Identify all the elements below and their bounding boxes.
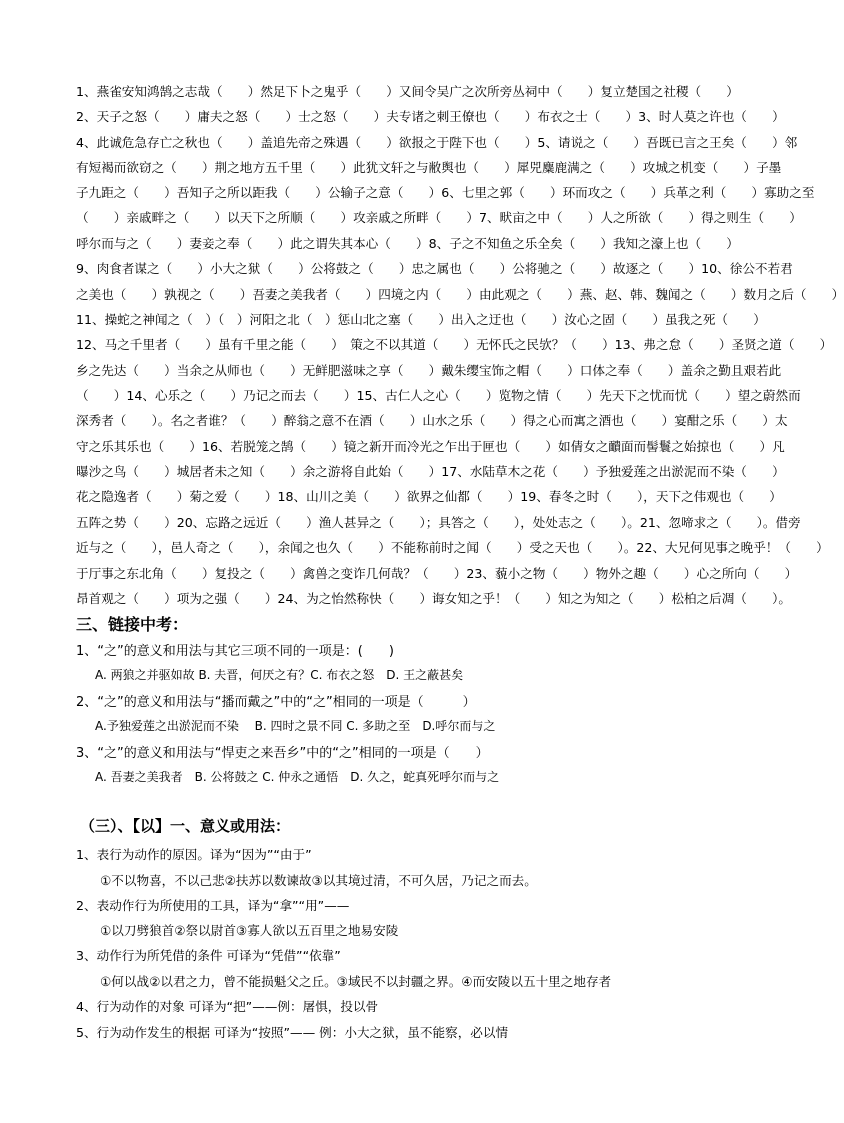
usage-item-example: ①以刀劈狼首②祭以尉首③寡人欲以五百里之地易安陵 xyxy=(100,923,399,938)
usage-item-title: 3、动作行为所凭借的条件 可译为“凭借”“依靠” xyxy=(76,948,341,963)
exercise-line: 之美也（ ）孰视之（ ）吾妻之美我者（ ）四境之内（ ）由此观之（ ）燕、赵、韩、魏闻之（ ）数月之后（ ） xyxy=(76,287,844,302)
exercise-line: （ ）亲戚畔之（ ）以天下之所顺（ ）攻亲戚之所畔（ ）7、畎亩之中（ ）人之所欲（ ）得之则生（ ） xyxy=(76,210,802,225)
usage-item-title: 5、行为动作发生的根据 可译为“按照”—— 例：小大之狱，虽不能察，必以情 xyxy=(76,1025,509,1040)
usage-item-title: 4、行为动作的对象 可译为“把”——例：屠惧，投以骨 xyxy=(76,999,379,1014)
exercise-line: 1、燕雀安知鸿鹄之志哉（ ）然足下卜之鬼乎（ ）又间令吴广之次所旁丛祠中（ ）复立楚国之社稷（ ） xyxy=(76,84,739,99)
question-options: A. 两狼之并驱如故 B. 夫晋，何厌之有？C. 布衣之怒 D. 王之蔽甚矣 xyxy=(95,668,464,682)
exercise-line: 深秀者（ ）。名之者谁？（ ）醉翁之意不在酒（ ）山水之乐（ ）得之心而寓之酒也（ ）宴酣之乐（ ）太 xyxy=(76,413,788,428)
exercise-line: 9、肉食者谋之（ ）小大之狱（ ）公将鼓之（ ）忠之属也（ ）公将驰之（ ）故逐之（ ）10、徐公不若君 xyxy=(76,261,793,276)
section-heading: 三、链接中考： xyxy=(76,615,189,634)
usage-item-example: ①不以物喜，不以己悲②扶苏以数谏故③以其境过清，不可久居，乃记之而去。 xyxy=(100,873,537,888)
exercise-line: （ ）14、心乐之（ ）乃记之而去（ ）15、古仁人之心（ ）览物之情（ ）先天下之忧而忧（ ）望之蔚然而 xyxy=(76,388,801,403)
exercise-line: 呼尔而与之（ ）妻妾之奉（ ）此之谓失其本心（ ）8、子之不知鱼之乐全矣（ ）我知之濠上也（ ） xyxy=(76,236,739,251)
question-stem: 2、“之”的意义和用法与“播而戴之”中的“之”相同的一项是（ ） xyxy=(76,695,476,710)
usage-item-title: 1、表行为动作的原因。译为“因为”“由于” xyxy=(76,847,312,862)
exercise-line: 乡之先达（ ）当余之从师也（ ）无鲜肥滋味之享（ ）戴朱缨宝饰之帽（ ）口体之奉（ ）盖余之勤且艰若此 xyxy=(76,363,782,378)
exercise-line: 12、马之千里者（ ）虽有千里之能（ ） 策之不以其道（ ）无怀氏之民欤？（ ）13、弗之怠（ ）圣贤之道（ ） xyxy=(76,337,833,352)
exercise-line: 4、此诚危急存亡之秋也（ ）盖追先帝之殊遇（ ）欲报之于陛下也（ ）5、请说之（ ）吾既已言之王矣（ ）邻 xyxy=(76,135,798,150)
exercise-line: 花之隐逸者（ ）菊之爱（ ）18、山川之美（ ）欲界之仙都（ ）19、春冬之时（ ），天下之伟观也（ ） xyxy=(76,489,782,504)
question-stem: 3、“之”的意义和用法与“悍吏之来吾乡”中的“之”相同的一项是（ ） xyxy=(76,746,489,761)
exercise-line: 2、天子之怒（ ）庸夫之怒（ ）士之怒（ ）夫专诸之刺王僚也（ ）布衣之士（ ）3、时人莫之许也（ ） xyxy=(76,109,785,124)
exercise-line: 近与之（ ），邑人奇之（ ），余闻之也久（ ）不能称前时之闻（ ）受之天也（ ）。22、大兄何见事之晚乎！（ ） xyxy=(76,540,829,555)
exercise-line: 曝沙之鸟（ ）城居者未之知（ ）余之游将自此始（ ）17、水陆草木之花（ ）予独爱莲之出淤泥而不染（ ） xyxy=(76,464,785,479)
usage-item-example: ①何以战②以君之力，曾不能损魁父之丘。③域民不以封疆之界。④而安陵以五十里之地存者 xyxy=(100,974,612,989)
exercise-line: 五阵之势（ ）20、忘路之远近（ ）渔人甚异之（ ）；具答之（ ），处处志之（ ）。21、忽啼求之（ ）。借旁 xyxy=(76,515,801,530)
question-options: A. 吾妻之美我者 B. 公将鼓之 C. 仲永之通悟 D. 久之，蛇真死呼尔而与之 xyxy=(95,770,500,784)
exercise-line: 守之乐其乐也（ ）16、若脱笼之鹄（ ）镜之新开而冷光之乍出于匣也（ ）如倩女之靧面而髻鬟之始掠也（ ）凡 xyxy=(76,439,785,454)
exercise-line: 子九距之（ ）吾知子之所以距我（ ）公输子之意（ ）6、七里之郭（ ）环而攻之（ ）兵革之利（ ）寡助之至 xyxy=(76,185,815,200)
question-stem: 1、“之”的意义和用法与其它三项不同的一项是：( ) xyxy=(76,644,394,659)
question-options: A.予独爱莲之出淤泥而不染 B. 四时之景不同 C. 多助之至 D.呼尔而与之 xyxy=(95,719,496,733)
exercise-line: 11、操蛇之神闻之（ ）（ ）河阳之北（ ）惩山北之塞（ ）出入之迂也（ ）汝心之固（ ）虽我之死（ ） xyxy=(76,312,766,327)
exercise-line: 昂首观之（ ）项为之强（ ）24、为之怡然称快（ ）诲女知之乎！（ ）知之为知之（ ）松柏之后凋（ ）。 xyxy=(76,591,791,606)
section-heading: （三）、【以】一、意义或用法： xyxy=(80,817,291,835)
usage-item-title: 2、表动作行为所使用的工具，译为“拿”“用”—— xyxy=(76,898,350,913)
exercise-line: 于厅事之东北角（ ）复投之（ ）禽兽之变诈几何哉？（ ）23、藐小之物（ ）物外之趣（ ）心之所向（ ） xyxy=(76,566,798,581)
exercise-line: 有短褐而欲窃之（ ）荆之地方五千里（ ）此犹文轩之与敝舆也（ ）犀兕麋鹿满之（ ）攻城之机变（ ）子墨 xyxy=(76,160,782,175)
